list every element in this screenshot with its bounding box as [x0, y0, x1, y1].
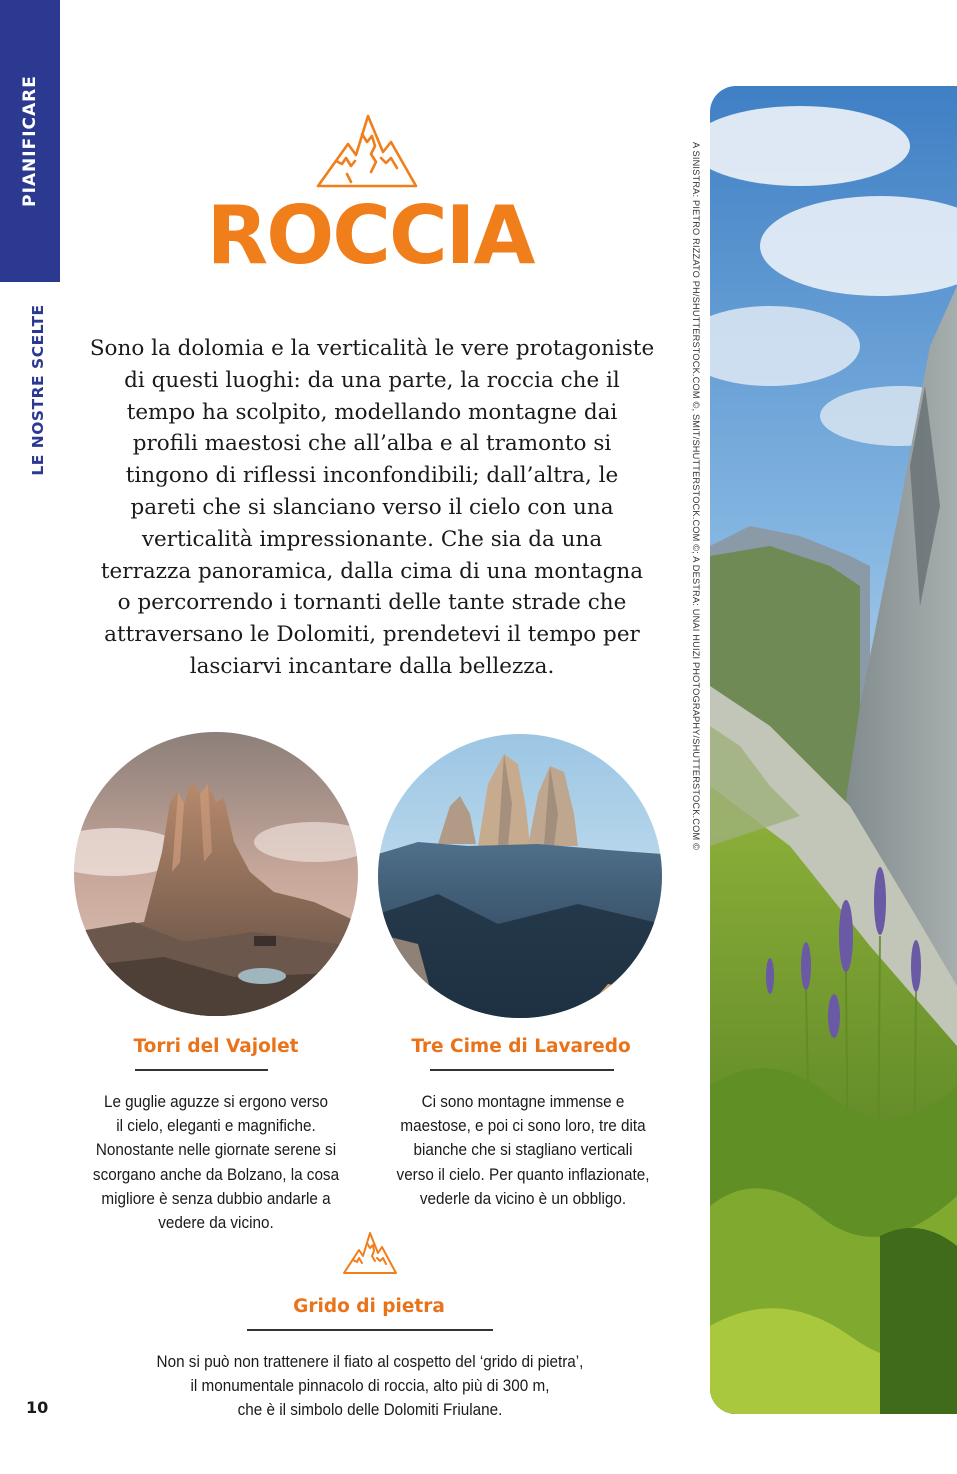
intro-line: profili maestosi che all’alba e al tramonto si — [132, 431, 612, 457]
intro-line: tingono di riflessi inconfondibili; dall’altra, le — [125, 463, 619, 489]
card-line: vederle da vicino è un obbligo. — [419, 1188, 627, 1208]
mountain-icon — [342, 1230, 398, 1276]
card-title-vajolet: Torri del Vajolet — [133, 1036, 299, 1057]
page-title: ROCCIA — [206, 189, 534, 282]
intro-line: Sono la dolomia e la verticalità le vere protagoniste — [89, 336, 655, 361]
card-line: il cielo, eleganti e magnifiche. — [116, 1116, 316, 1136]
intro-paragraph — [72, 333, 672, 683]
photo-credit: A SINISTRA: PIETRO RIZZATO PH/SHUTTERSTOCK.COM ©, SMIT/SHUTTERSTOCK.COM ©; A DESTRA: UNAI HUIZI PHOTOGRAPHY/SHUTTERSTOCK.COM © — [691, 141, 701, 851]
card-line: Ci sono montagne immense e — [421, 1092, 625, 1111]
card-line: che è il simbolo delle Dolomiti Friulane. — [237, 1400, 503, 1420]
card-line: vedere da vicino. — [158, 1213, 274, 1233]
card-line: scorgano anche da Bolzano, la cosa — [92, 1164, 340, 1184]
intro-line: attraversano le Dolomiti, prendetevi il tempo per — [104, 622, 640, 648]
card-text-tre-cime — [369, 1090, 676, 1211]
divider — [247, 1329, 493, 1331]
card-line: verso il cielo. Per quanto inflazionate, — [396, 1164, 650, 1184]
sidebar-section-label: LE NOSTRE SCELTE — [29, 304, 47, 476]
card-line: Nonostante nelle giornate serene si — [95, 1140, 337, 1160]
card-title-grido: Grido di pietra — [293, 1296, 445, 1317]
divider — [135, 1069, 268, 1071]
sidebar-tab — [0, 0, 60, 282]
divider — [430, 1069, 614, 1071]
intro-line: verticalità impressionante. Che sia da una — [141, 526, 603, 552]
intro-line: di questi luoghi: da una parte, la roccia che il — [124, 367, 620, 393]
hero-photo — [710, 86, 957, 1414]
card-line: Le guglie aguzze si ergono verso — [103, 1092, 329, 1111]
tre-cime-photo — [378, 734, 662, 1018]
card-text-vajolet — [69, 1090, 363, 1235]
card-line: Non si può non trattenere il fiato al cospetto del ‘grido di pietra’, — [156, 1352, 584, 1371]
card-title-tre-cime: Tre Cime di Lavaredo — [411, 1036, 631, 1057]
card-line: migliore è senza dubbio andarle a — [101, 1188, 331, 1208]
intro-line: pareti che si slanciano verso il cielo con una — [130, 494, 614, 520]
card-line: maestose, e poi ci sono loro, tre dita — [400, 1116, 646, 1136]
page-number: 10 — [26, 1398, 49, 1417]
vajolet-photo — [74, 732, 358, 1016]
intro-line: o percorrendo i tornanti delle tante strade che — [117, 590, 627, 616]
intro-line: tempo ha scolpito, modellando montagne dai — [126, 399, 618, 425]
intro-line: terrazza panoramica, dalla cima di una montagna — [100, 558, 644, 584]
card-line: il monumentale pinnacolo di roccia, alto più di 300 m, — [190, 1376, 550, 1396]
mountain-icon — [315, 112, 419, 190]
intro-line: lasciarvi incantare dalla bellezza. — [189, 653, 555, 679]
sidebar-tab-label: PIANIFICARE — [20, 75, 40, 207]
card-line: bianche che si stagliano verticali — [413, 1140, 633, 1160]
card-text-grido — [122, 1350, 619, 1423]
